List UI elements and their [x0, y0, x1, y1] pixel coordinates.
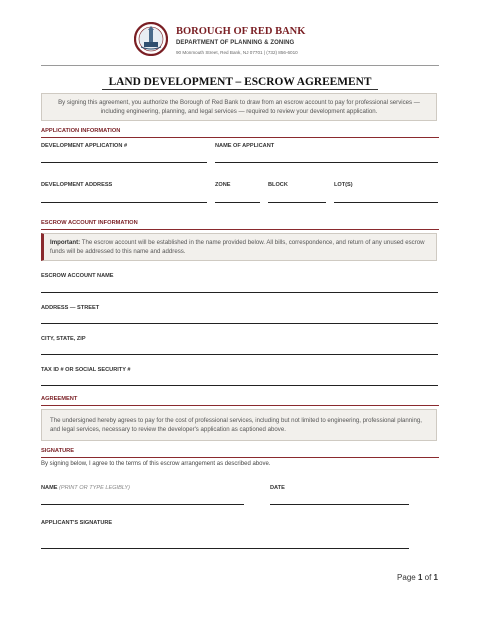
intro-box — [41, 93, 437, 121]
signature-statement: By signing below, I agree to the terms of this escrow arrangement as described above. — [41, 461, 271, 467]
agreement-text: The undersigned hereby agrees to pay for the cost of professional services, including but not limited to engineering, professional planning, and legal services, necessary to review the developer's application as captioned above. — [50, 417, 422, 434]
important-note-text: The escrow account will be established in the name provided below. All bills, correspondence, and return of any unused escrow funds will be addressed to this name and address. — [50, 239, 425, 256]
lots-field[interactable] — [334, 202, 438, 203]
escrow-account-name-label: ESCROW ACCOUNT NAME — [41, 273, 114, 279]
dev-app-number-field[interactable] — [41, 162, 207, 163]
block-field[interactable] — [268, 202, 326, 203]
org-address: 90 Monmouth Street, Red Bank, NJ 07701 | (732) 856-6010 — [176, 50, 298, 55]
dev-address-label: DEVELOPMENT ADDRESS — [41, 182, 113, 188]
zone-field[interactable] — [215, 202, 260, 203]
section-rule-escrow — [41, 229, 439, 230]
agreement-box — [41, 409, 437, 441]
section-rule-application — [41, 137, 439, 138]
page-title: LAND DEVELOPMENT – ESCROW AGREEMENT — [108, 76, 372, 88]
street-address-field[interactable] — [41, 323, 438, 324]
important-note-box — [41, 233, 437, 261]
dev-address-field[interactable] — [41, 202, 207, 203]
borough-seal-logo — [134, 22, 168, 56]
department-name: DEPARTMENT OF PLANNING & ZONING — [176, 40, 295, 46]
tax-id-label: TAX ID # OR SOCIAL SECURITY # — [41, 367, 131, 373]
name-label: NAME — [41, 485, 58, 491]
date-field[interactable] — [270, 504, 409, 505]
escrow-account-name-field[interactable] — [41, 292, 438, 293]
header-divider — [41, 65, 439, 66]
date-label: DATE — [270, 485, 285, 491]
applicant-signature-label: APPLICANT'S SIGNATURE — [41, 520, 113, 526]
applicant-name-field[interactable] — [215, 162, 438, 163]
city-state-zip-field[interactable] — [41, 354, 438, 355]
section-heading-application: APPLICATION INFORMATION — [41, 128, 121, 134]
tax-id-field[interactable] — [41, 385, 438, 386]
block-label: BLOCK — [268, 182, 288, 188]
street-address-label: ADDRESS — STREET — [41, 305, 100, 311]
name-label-group — [41, 485, 130, 491]
title-underline — [102, 89, 378, 90]
section-heading-escrow: ESCROW ACCOUNT INFORMATION — [41, 220, 138, 226]
section-rule-agreement — [41, 405, 439, 406]
dev-app-number-label: DEVELOPMENT APPLICATION # — [41, 143, 128, 149]
lots-label: LOT(S) — [334, 182, 353, 188]
section-heading-agreement: AGREEMENT — [41, 396, 78, 402]
zone-label: ZONE — [215, 182, 231, 188]
important-label: Important: — [50, 239, 81, 246]
name-hint: (PRINT OR TYPE LEGIBLY) — [59, 485, 131, 491]
applicant-signature-field[interactable] — [41, 548, 409, 549]
org-name: BOROUGH OF RED BANK — [176, 26, 306, 37]
section-rule-signature — [41, 457, 439, 458]
city-state-zip-label: CITY, STATE, ZIP — [41, 336, 86, 342]
section-heading-signature: SIGNATURE — [41, 448, 75, 454]
printed-name-field[interactable] — [41, 504, 244, 505]
applicant-name-label: NAME OF APPLICANT — [215, 143, 275, 149]
intro-text: By signing this agreement, you authorize the Borough of Red Bank to draw from an escrow account to pay for professional services — including engineering, planning, and legal services — required to review your development application. — [58, 99, 420, 116]
page-number: Page 1 of 1 — [397, 573, 438, 582]
